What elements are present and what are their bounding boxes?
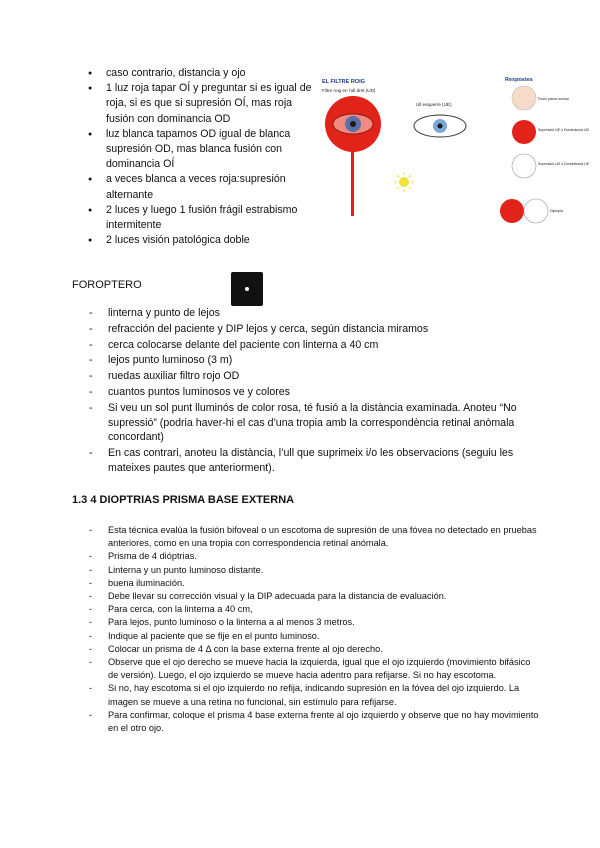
list-item: - lejos punto luminoso (3 m) [72,353,542,368]
right-eye-pupil [350,121,356,127]
bullet-item: ● a veces blanca a veces roja:supresión alternante [72,172,320,202]
list-item: - Esta técnica evalúa la fusión bifoveal o un escotoma de supresión de una fóvea no detectado en pruebas anteriores, como en una tropia con correspondencia retinal anómala. [72,524,542,550]
list-item: - Prisma de 4 dióptrias. [72,550,542,563]
list-item: - cerca colocarse delante del paciente con linterna a 40 cm [72,338,542,353]
foroptero-heading: FOROPTERO [72,279,142,291]
list-item: - Observe que el ojo derecho se mueve hacia la izquierda, igual que el ojo izquierdo (movimiento bifásico de versión). Luego, el ojo izquierdo se mueve hacia adentro para refijarse. Si no hay escotoma. [72,656,542,682]
list-item: - Colocar un prisma de 4 Δ con la base externa frente al ojo derecho. [72,643,542,656]
list-item: - buena iluminación. [72,577,542,590]
filter-label: Filtre roig en l'ull dret (UD) [322,88,376,93]
response-fusion-circle [512,86,536,110]
bullet-item: ● 1 luz roja tapar OÍ y preguntar si es igual de roja, si es que si supresión OÍ, mas roja fusión con dominancia OD [72,81,320,127]
red-filter-diagram [318,66,590,226]
bullet-item: ● 2 luces y luego 1 fusión frágil estrabismo intermitente [72,203,320,233]
bullet-item: ● caso contrario, distancia y ojo [72,66,320,81]
list-item: - ruedas auxiliar filtro rojo OD [72,369,542,384]
response-diplopia-red-circle [500,199,524,223]
list-item: - Para lejos, punto luminoso o la linterna a al menos 3 metros. [72,616,542,629]
list-item: - Debe llevar su corrección visual y la DIP adecuada para la distancia de evaluación. [72,590,542,603]
responses-title: Respostes [505,77,533,83]
bullet-list [72,66,320,248]
response-label: Supressió UD o Dominància UE [538,162,590,166]
list-item: - linterna y punto de lejos [72,306,542,321]
light-source-icon [394,172,414,192]
response-suppression-le-circle [512,120,536,144]
list-item: - Si veu un sol punt lluminós de color rosa, té fusió a la distància examinada. Anoteu “No supressió” (podria haver-hi el cas d’una tropia amb la correspondència retinal anòmala concordant) [72,401,542,445]
light-point-icon [231,272,263,306]
filter-handle [351,146,354,216]
response-label: Diplopia [550,209,563,213]
response-label: Supressió UE o Dominància UD [538,128,590,132]
section-heading: 1.3 4 DIOPTRIAS PRISMA BASE EXTERNA [72,494,295,506]
response-suppression-re-circle [512,154,536,178]
list-item: - En cas contrari, anoteu la distància, l’ull que suprimeix i/o les observacions (seguiu les mateixes pautes que anteriorment). [72,446,542,476]
bullet-item: ● 2 luces visión patológica doble [72,233,320,248]
left-eye-label: Ull esquerre (UE) [416,102,452,107]
figure-title: EL FILTRE ROIG [322,79,365,85]
list-item: - Si no, hay escotoma si el ojo izquierdo no refija, indicando supresión en la fóvea del ojo izquierdo. La imagen se mueve a una retina no funcional, sin estímulo para refijarse. [72,682,542,708]
list-item: - cuantos puntos luminosos ve y colores [72,385,542,400]
prism-test-list [72,524,542,735]
response-label: Fusió plana normal [538,97,569,101]
list-item: - Linterna y un punto luminoso distante. [72,564,542,577]
list-item: - Para cerca, con la linterna a 40 cm, [72,603,542,616]
list-item: - Indique al paciente que se fije en el punto luminoso. [72,630,542,643]
list-item: - refracción del paciente y DIP lejos y cerca, según distancia miramos [72,322,542,337]
foroptero-list [72,306,542,477]
list-item: - Para confirmar, coloque el prisma 4 base externa frente al ojo izquierdo y observe que no hay movimiento en el otro ojo. [72,709,542,735]
red-filter-figure [318,66,590,226]
left-eye-pupil [438,124,443,129]
response-diplopia-white-circle [524,199,548,223]
bullet-item: ● luz blanca tapamos OD igual de blanca supresión OD, mas blanca fusión con dominancia OÍ [72,127,320,173]
